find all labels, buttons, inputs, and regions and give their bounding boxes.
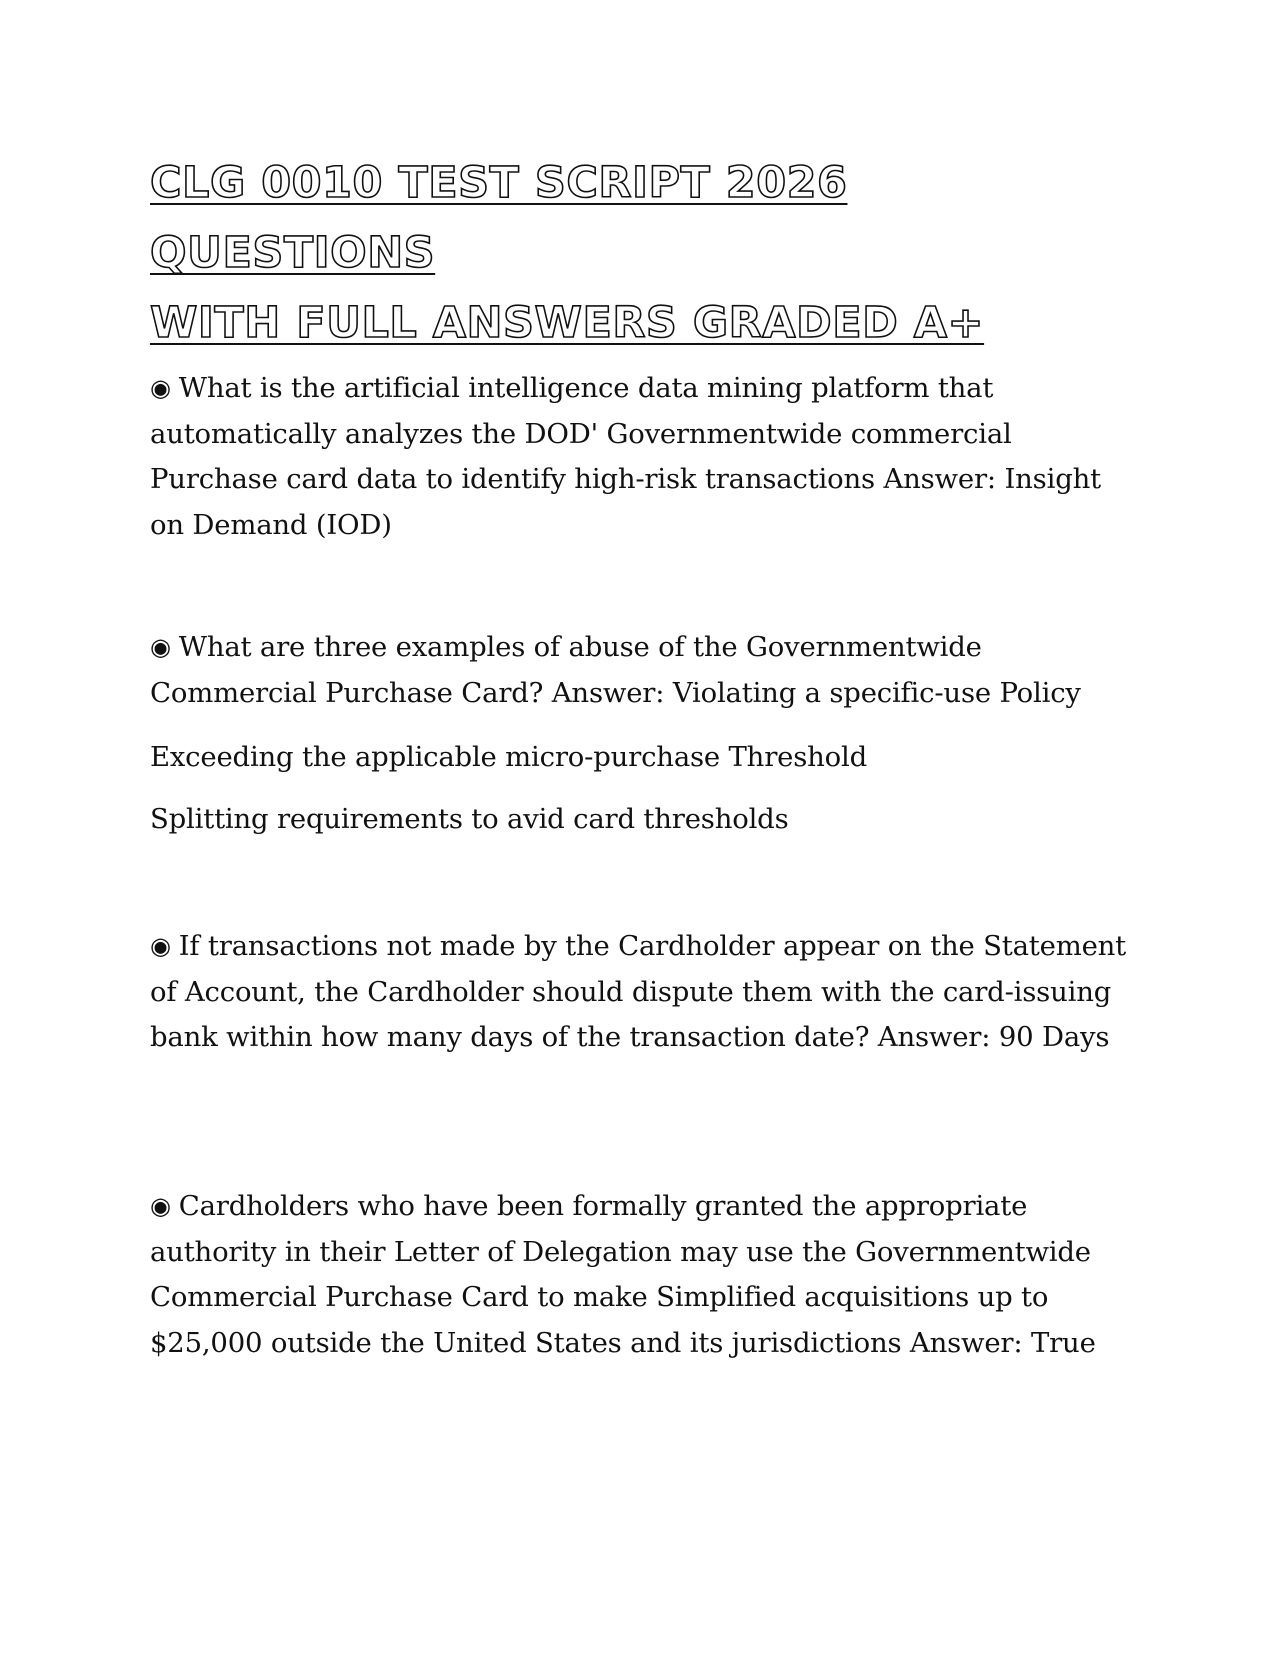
title-line-2: WITH FULL ANSWERS GRADED A+ — [150, 298, 985, 348]
bullet-icon: ◉ — [150, 1192, 171, 1220]
question-item-4 — [150, 1184, 1140, 1366]
question-text: What are three examples of abuse of the Governmentwide Commercial Purchase Card? Answer: Violating a specific-use Policy — [150, 631, 1081, 709]
question-item-3 — [150, 924, 1140, 1061]
question-item-2 — [150, 625, 1140, 716]
question-item-1 — [150, 366, 1140, 548]
bullet-icon: ◉ — [150, 633, 171, 661]
document-title — [150, 148, 1130, 358]
answer-line: Exceeding the applicable micro-purchase Threshold — [150, 741, 867, 773]
answer-line: Splitting requirements to avid card thresholds — [150, 803, 789, 835]
bullet-icon: ◉ — [150, 374, 171, 402]
question-text: If transactions not made by the Cardholder appear on the Statement of Account, the Cardholder should dispute them with the card-issuing bank within how many days of the transaction date? Answer: 90 Days — [150, 930, 1127, 1053]
title-line-1: CLG 0010 TEST SCRIPT 2026 QUESTIONS — [150, 158, 848, 278]
question-text: Cardholders who have been formally granted the appropriate authority in their Letter of Delegation may use the Governmentwide Commercial Purchase Card to make Simplified acquisitions up to $25,000 outside the United States and its jurisdictions Answer: True — [150, 1190, 1096, 1359]
bullet-icon: ◉ — [150, 932, 171, 960]
question-text: What is the artificial intelligence data mining platform that automatically analyzes the DOD' Governmentwide commercial Purchase card data to identify high-risk transactions Answer: Insight on Demand (IOD) — [150, 372, 1101, 541]
